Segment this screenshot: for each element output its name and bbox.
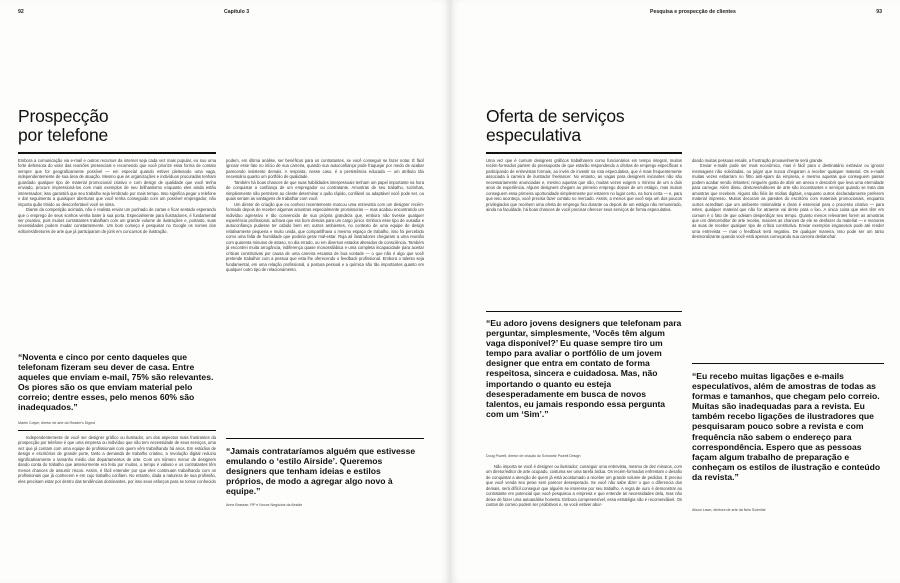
pull-quote: “Jamais contrataríamos alguém que estivesse emulando o ‘estilo Airside’. Queremos designers que tenham ideias e estilos próprios, de modo a agregar algo novo à equipe.” xyxy=(226,446,416,497)
body-paragraph: Um diretor de criação que eu conheci recentemente marcou uma entrevista com um designer recém-formado depois de receber algumas amostras especialmente promissoras — mas acabou encontrando um indivíduo agressivo e tão convencido de sua própria grandeza que, embora não tivesse qualquer experiência profissional, achava que era bom demais para um cargo júnior. Embora esse tipo de ousadia e autoconfiança pudesse ter cabido bem em outros ambientes, no contexto de uma equipe de design relativamente pequena e muito unida, que compartilhava o mesmo espaço de trabalho, isso foi percebido como uma falta de humildade que poderia gerar mal-estar. Ruja ali ilustradores chegaram a uma reunião com quarenta minutos de atraso, no dia errado, ou em diversos estados alterados de consciência. Também já encontrei muita arrogância, indiferença quase monossilábica e uma completa incapacidade para aceitar críticas construtivas por causa de uma carreira escassa de boa vontade — o que não é algo que você pretende trabalhar com a pessoa que esta lhe oferecendo o feedback profissional. Embora o talento seja fundamental, em uma relação profissional, a postura pessoal e a química são tão importantes quanto em qualquer outro tipo de relacionamento. xyxy=(226,201,424,273)
quote-rule xyxy=(486,311,682,312)
body-paragraph: dando muitas pessoas emails, a frustração provavelmente será grande. xyxy=(692,158,824,163)
section-headline xyxy=(486,107,624,145)
headline-line-2: por telefone xyxy=(18,125,109,145)
quote-credit: Martin Colyer, diretor de arte da Reader's Digest xyxy=(18,421,95,425)
chapter-label: Capítulo 3 xyxy=(224,9,250,15)
pull-quote: “Eu adoro jovens designers que telefonam para perguntar, simplesmente, ‘Vocês têm algum vaga disponível?’ Eu quase sempre tiro um tempo para avaliar o portfólio de um jovem designer que entra em contato de forma respeitosa, sincera e cuidadosa. Mas, não importando o quanto eu esteja desesperadamente em busca de novos talentos, eu jamais respondo essa pergunta com um ‘Sim’.” xyxy=(486,318,682,419)
headline-rule xyxy=(486,152,682,154)
headline-rule xyxy=(18,152,216,154)
quote-rule xyxy=(692,363,884,364)
pull-quote: “Eu recebo muitas ligações e e-mails especulativos, além de amostras de todas as formas e tamanhos, que chegam pelo correio. Muitas são inadequadas para a revista. Eu também recebo ligações de ilustradores que pesquisaram pouco sobre a revista e com frequência não sabem o endereço para correspondência. Espero que as pessoas façam algum trabalho de preparação e conheçam os estilos de ilustração e conteúdo da revista.” xyxy=(692,371,881,482)
headline-line-1: Prospecção xyxy=(18,106,109,126)
quote-rule xyxy=(18,430,216,431)
quote-credit: Alison Lawn, diretora de arte da New Scientist xyxy=(692,508,766,512)
body-column-1-continued xyxy=(18,435,216,575)
body-paragraph: Embora a comunicação via e-mail e outros recursos da internet seja cada vez mais popular, eu sou uma forte defensora do valor das reuniões presenciais e recomendo que você priorize essa forma de contato sempre que for geograficamente possível — em especial quando estiver pleiteando uma vaga, independentemente de sua área de atuação. Mesmo que as organizações e indivíduos procuradas tenham guardado qualquer tipo de material promocional criativo e com design de qualidade que você tenha enviado, procure impressioná-los com mais exemplos de seu brilhantismo enquanto eles ainda estão interessados; isso garantirá que seu trabalho seja lembrado por mais tempo. Isso significa pegar o telefone e dar seguimento a quaisquer aberturas que você tenha conseguido com um possível empregador, não importa quão tímido ou desconfortável você se sinta. xyxy=(18,158,216,207)
body-column-1 xyxy=(486,158,682,306)
body-paragraph: Enviar e-mails pode ser mais econômico, mas é fácil para o destinatário extraviar ou ignorar mensagens não solicitadas, ou julgar que nunca chegaram a receber qualquer material. Os e-mails muitas vezes esbarram no filtro anti-spam da empresa, e mesmo aquelas que conseguem passar podem acabar sendo irritantes; ninguém gosta de abrir um anexo e descobrir que leva uma eternidade para carregar. Além disso, diretores/editores de arte são inconstantes e serviços quando se trata das amostras que recebem. Alguns são fiéis às mídias digitais, enquanto outros declaradamente preferem material impresso. Muitos decoram as paredes do escritório com materiais promocionais, enquanto outros acreditam que um ambiente minimalista e clean é essencial para o processo criativo — para estes, qualquer material que não for atraente vai direto para o lixo. A única coisa que eles têm em comum é o fato de que odeiam desperdiçar seu tempo. Quanto menos relevantes forem as amostras que um diretor/editor de arte recebe, maiores as chances de ele se desfazer do material — e menores as suas de receber qualquer tipo de crítica construtiva. Enviar exemplos enganosos pode até render uma entrevista — mas o feedback será negativo. De qualquer maneira, isso pode ser um tanto desmoralizante quando você está apenas começando sua carreira deslanchar. xyxy=(692,163,884,240)
page-number: 92 xyxy=(18,9,24,15)
body-column-1-continued xyxy=(486,464,682,576)
body-paragraph: Diante da competição acirrada, não é realista enviar um punhado de cartas e ficar sentado esperando que o emprego de seus sonhos venha bater à sua porta. Especialmente para ilustradores, é fundamental ser proativo, pois muitos contratantes trabalham com um grande volume de ilustrações e, portanto, suas necessidades podem mudar constantemente. Um bom começo é pesquisar no Google os nomes dos editores/diretores de arte que já participaram de júris em concursos de ilustração. xyxy=(18,207,216,234)
body-paragraph: podem, em última análise, ser benéficos para os contratantes, se você conseguir se fazer notar. É fácil ignorar esse fato no início de sua carreira, quando sua autoconfiança pode fraquejar por medo de acabar parecendo insistente demais. A resposta, nesse caso, é a persistência educada — um atributo tão necessário quanto um portfólio de qualidade. xyxy=(226,158,424,180)
running-head: Pesquisa e prospecção de clientes xyxy=(650,9,736,15)
headline-line-2: especulativa xyxy=(486,125,581,145)
body-paragraph: Também há boas chances de que suas habilidades interpessoais tenham um papel importante na hora de conquistar a confiança de um empregador ou contratante. Amostras de seu trabalho, sozinhas, simplesmente não permitem ao cliente determinar o quão rápido, confiável ou adaptável você pode ser, ou quais seriam as vantagens de trabalhar com você. xyxy=(226,179,424,202)
headline-line-1: Oferta de serviços xyxy=(486,106,625,126)
body-column-1 xyxy=(18,158,216,344)
section-headline xyxy=(18,107,108,145)
body-column-2 xyxy=(226,158,424,432)
page-number: 93 xyxy=(876,9,882,15)
right-page xyxy=(450,0,900,583)
body-column-2 xyxy=(692,158,884,358)
quote-rule xyxy=(226,438,424,439)
pull-quote: “Noventa e cinco por cento daqueles que telefonam fizeram seu dever de casa. Entre aqueles que enviam e-mail, 75% são relevantes. Os piores são os que enviam material pelo correio; dentre esses, pelo menos 60% são inadequados.” xyxy=(18,352,214,413)
body-paragraph: Uma vez que é comum designers gráficos trabalharem como funcionários em tempo integral, muitos recém-formados partem do pressuposto de que estarão respondendo a ofertas de emprego específicas e participando de entrevistas formais, ao invés de investir na rota especulativa, que é mais frequentemente associada à carreira de ilustrador freelancer. No entanto, as vagas para designers iniciantes não são necessariamente anunciadas e, mesmo aquelas que são, muitas vezes exigem o mínimo de um a dois anos de experiência. Alguns designers chegam ao primeiro emprego depois de um estágio, mas muitos conseguem essa primeira oportunidade simplesmente por estarem no lugar certo, na hora certa — e, para que isso aconteça, você precisa fazer contato no mercado. Assim, a menos que você seja um dos poucos privilegiados que recebem uma oferta de emprego fixo durante ou depois de um estágio não remunerado, ainda na faculdade, há boas chances de você precisar oferecer seus serviços de forma especulativa. xyxy=(486,158,682,213)
body-paragraph: Não importa se você é designer ou ilustrador; conseguir uma entrevista, mesmo de dez minutos, com um diretor/editor de arte ocupado, costuma ser uma tarefa árdua. Os recém-formados enfrentam o desafio de conquistar a atenção de quem já está acostumado a receber um grande volume de pedidos. É preciso que você venda seu peixe sem parecer desesperado. Se você não sabe dizer o que o diferencia dos demais, será difícil conseguir que alguém se interesse por seu trabalho. A regra de ouro é demonstrar ao contratante em potencial que você pesquisou a empresa e que entende as necessidades dela, mas não deixe de fazer uma autoanálise honesta. Embora compreensível, essa estratégia não é recomendável. Os custos de correio podem ser proibitivos e, se você estiver abor- xyxy=(486,464,682,508)
body-paragraph: Independentemente de você ser designer gráfico ou ilustrador, um dos aspectos mais frustrantes da prospecção por telefone é que uma empresa ou indivíduo que não tem necessidade de seus serviços, uma vez que já contam com uma equipe de profissionais com quem vêm trabalhando há anos. Em estúdios de design e escritórios de grande porte, tanto a demanda de trabalho criativo, a revolução digital reduziu significativamente o tamanho médio dos departamentos de arte. Com um número menor de designers dando conta do trabalho que anteriormente era feito por muitos, o tempo é valioso e os contratantes têm menos chances de assumir riscos. Assim, é fácil entender por que eles continuam trabalhando com os profissionais que já conhecem e em cujo trabalho confiam. No entanto, dada a natureza de sua profissão, eles precisam estar por dentro das tendências dominantes, por isso seus esforços para se tornar conhecido xyxy=(18,435,216,484)
quote-credit: Doug Powell, diretor de criação do Schwartz Powell Design xyxy=(486,454,581,458)
quote-credit: Anne Brassier, RP e Novos Negócios da Airside xyxy=(226,503,303,507)
